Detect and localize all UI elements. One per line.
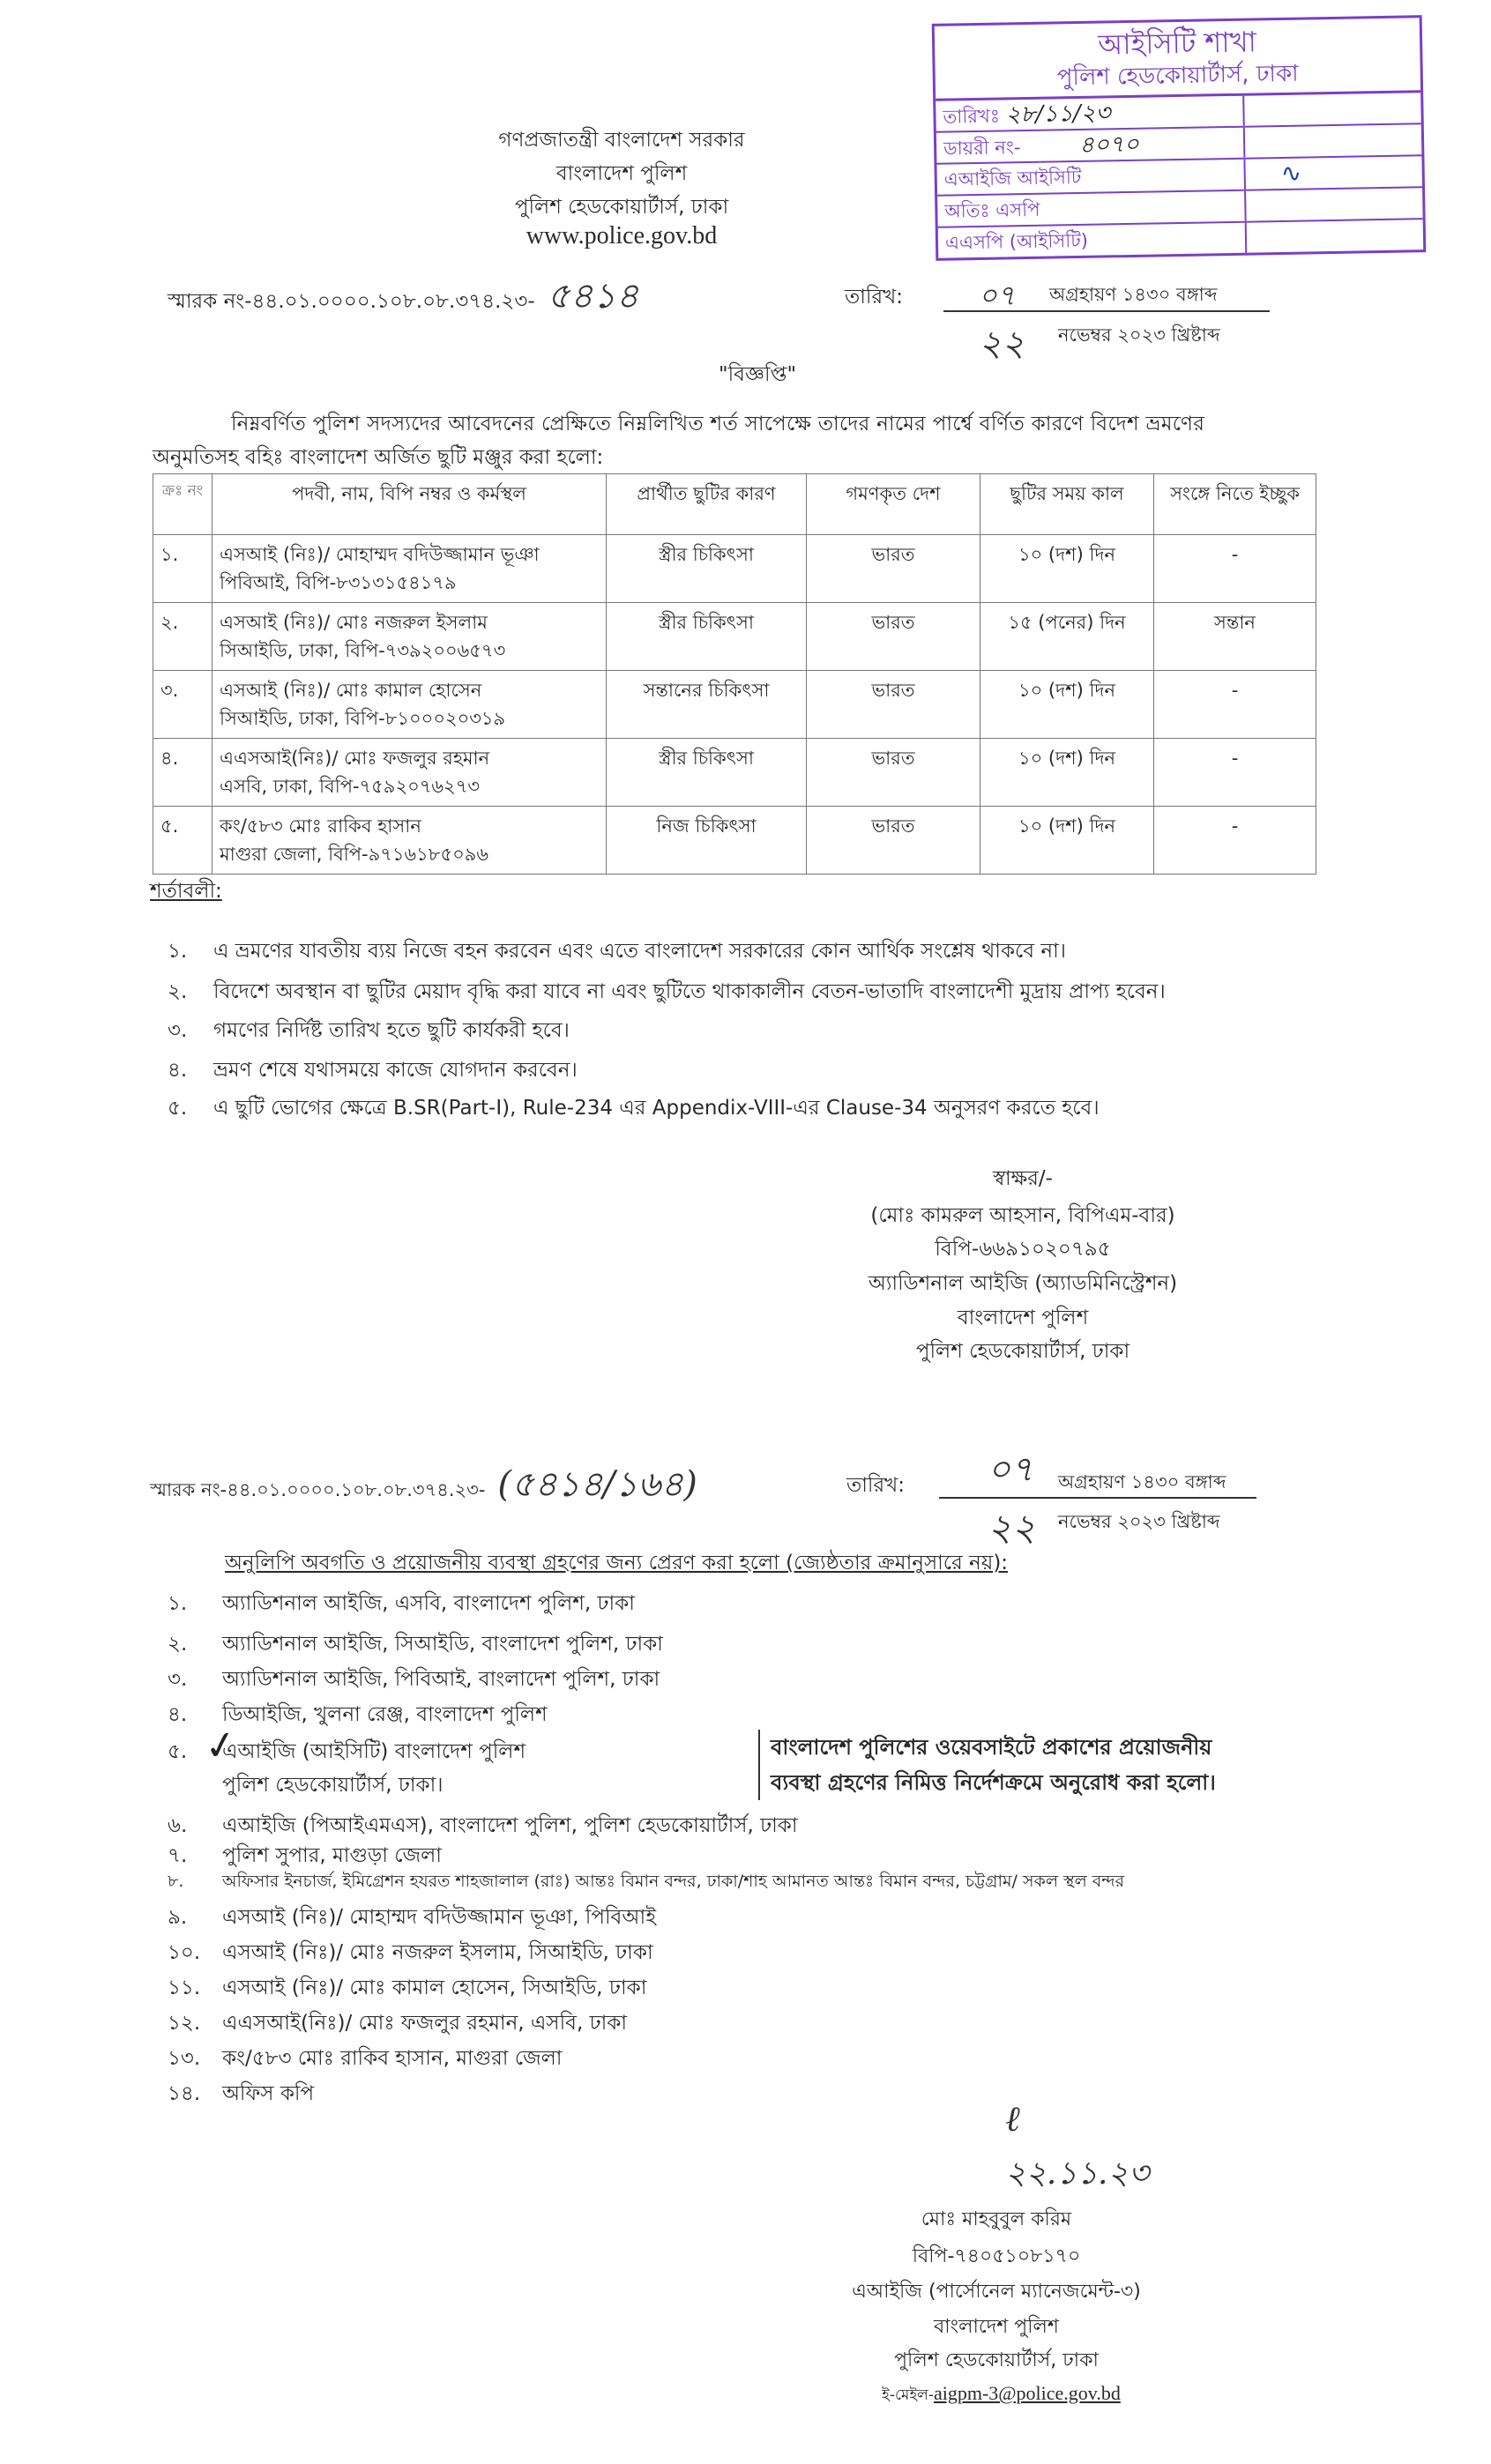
- checkmark-icon: ✓: [200, 1721, 242, 1771]
- member-workplace-bp: সিআইডি, ঢাকা, বিপি-৭৩৯২০০৬৫৭৩: [220, 640, 506, 661]
- note-line: বাংলাদেশ পুলিশের ওয়েবসাইটে প্রকাশের প্রয়োজনীয়: [771, 1735, 1212, 1760]
- member-name: এসআই (নিঃ)/ মোহাম্মদ বদিউজ্জামান ভূঞা: [220, 544, 540, 565]
- stamp-label: এআইজি আইসিটি: [943, 160, 1246, 195]
- signature-date: ২২.১১.২৩: [1005, 2155, 1150, 2192]
- condition-number: ৪.: [168, 1059, 188, 1082]
- member-workplace-bp: পিবিআই, বিপি-৮৩১৩১৫৪১৭৯: [220, 572, 457, 593]
- leave-reason: স্ত্রীর চিকিৎসা: [607, 739, 807, 807]
- row-number: ৪.: [153, 739, 212, 807]
- copy-item-text: ডিআইজি, খুলনা রেঞ্জ, বাংলাদেশ পুলিশ: [222, 1703, 548, 1726]
- org-name: বাংলাদেশ পুলিশ: [555, 162, 688, 185]
- email-line: [882, 2382, 1121, 2408]
- member-cell: [212, 535, 607, 603]
- member-cell: [212, 603, 607, 671]
- leave-duration: ১৫ (পনের) দিন: [980, 603, 1154, 671]
- conditions-title: শর্তাবলী:: [150, 880, 222, 903]
- date-bn: অগ্রহায়ণ ১৪৩০ বঙ্গাব্দ: [1058, 1471, 1226, 1493]
- copy-item-number: ১২.: [168, 2012, 201, 2035]
- date-bn: অগ্রহায়ণ ১৪৩০ বঙ্গাব্দ: [1049, 284, 1218, 305]
- member-cell: [212, 739, 607, 807]
- office-name: পুলিশ হেডকোয়ার্টার্স, ঢাকা: [514, 196, 729, 219]
- copy-item-text: এসআই (নিঃ)/ মোঃ নজরুল ইসলাম, সিআইডি, ঢাকা: [222, 1941, 653, 1964]
- signature-name: (মোঃ কামরুল আহসান, বিপিএম-বার): [870, 1204, 1175, 1227]
- leave-table: [153, 473, 1316, 875]
- member-workplace-bp: এসবি, ঢাকা, বিপি-৭৫৯২০৭৬২৭৩: [220, 776, 481, 797]
- member-cell: [212, 671, 607, 739]
- member-name: এসআই (নিঃ)/ মোঃ নজরুল ইসলাম: [220, 612, 488, 633]
- copy-item-number: ১৪.: [168, 2082, 201, 2105]
- table-row: [153, 739, 1316, 807]
- copy-item-text: অফিসার ইনচার্জ, ইমিগ্রেশন হযরত শাহজালাল (রাঃ) আন্তঃ বিমান বন্দর, ঢাকা/শাহ আমানত আন্তঃ বিমান বন্দর, চট্টগ্রাম/ সকল স্থল বন্দর: [222, 1872, 1125, 1891]
- leave-duration: ১০ (দশ) দিন: [980, 671, 1154, 739]
- date-bn-day: ০৭: [979, 279, 1016, 312]
- destination-country: ভারত: [807, 807, 980, 875]
- stamp-subtitle: পুলিশ হেডকোয়ার্টার্স, ঢাকা: [936, 56, 1421, 101]
- row-number: ৫.: [153, 807, 212, 875]
- email-label: ই-মেইল-: [882, 2386, 934, 2404]
- copy-item-text: অ্যাডিশনাল আইজি, সিআইডি, বাংলাদেশ পুলিশ, ঢাকা: [222, 1633, 663, 1656]
- copy-item-number: ১৩.: [168, 2047, 201, 2070]
- copy-item-number: ১১.: [168, 1976, 201, 1999]
- date-en-day: ২২: [979, 324, 1025, 364]
- copy-item-text: পুলিশ সুপার, মাগুড়া জেলা: [222, 1844, 442, 1867]
- copy-item-number: ৯.: [168, 1906, 188, 1929]
- memo-line: [150, 1456, 697, 1515]
- intro-text-cont: অনুমতিসহ বহিঃ বাংলাদেশ অর্জিত ছুটি মঞ্জুর করা হলো:: [153, 446, 604, 469]
- date-en: নভেম্বর ২০২৩ খ্রিষ্টাব্দ: [1058, 324, 1220, 346]
- signature-designation: এআইজি (পার্সোনেল ম্যানেজমেন্ট-৩): [852, 2281, 1141, 2303]
- copy-item-text: অফিস কপি: [222, 2082, 315, 2105]
- initials-mark: ∿: [1280, 158, 1302, 188]
- leave-reason: সন্তানের চিকিৎসা: [607, 671, 807, 739]
- website-publish-note: [758, 1730, 1216, 1800]
- date-label: তারিখ:: [846, 1474, 906, 1497]
- copy-item-number: ৫.: [168, 1740, 188, 1763]
- copy-item-text: এএসআই(নিঃ)/ মোঃ ফজলুর রহমান, এসবি, ঢাকা: [222, 2012, 628, 2035]
- signature-bp: বিপি-৬৬৯১০২০৭৯৫: [935, 1238, 1111, 1261]
- copy-item-number: ২.: [168, 1633, 188, 1656]
- copy-item-number: ৮.: [168, 1872, 184, 1891]
- signature-office: পুলিশ হেডকোয়ার্টার্স, ঢাকা: [894, 2349, 1099, 2371]
- stamp-label: ডায়রী নং-: [943, 137, 1021, 160]
- date-bn-day: ০৭: [988, 1449, 1034, 1490]
- member-workplace-bp: মাগুরা জেলা, বিপি-৯৭১৬১৮৫০৯৬: [220, 844, 489, 865]
- leave-duration: ১০ (দশ) দিন: [980, 535, 1154, 603]
- signature-bp: বিপি-৭৪০৫১০৮১৭০: [912, 2245, 1081, 2267]
- signature-designation: অ্যাডিশনাল আইজি (অ্যাডমিনিস্ট্রেশন): [868, 1272, 1178, 1295]
- col-header: সংঙ্গে নিতে ইচ্ছুক: [1154, 474, 1316, 535]
- table-row: [153, 603, 1316, 671]
- condition-text: এ ছুটি ভোগের ক্ষেত্রে B.SR(Part-I), Rule-234 এর Appendix-VIII-এর Clause-34 অনুসরণ করতে হবে।: [213, 1097, 1100, 1120]
- row-number: ২.: [153, 603, 212, 671]
- stamp-title: আইসিটি শাখা: [1098, 25, 1257, 62]
- row-number: ৩.: [153, 671, 212, 739]
- date-en: নভেম্বর ২০২৩ খ্রিষ্টাব্দ: [1058, 1511, 1220, 1532]
- copy-item-text: অ্যাডিশনাল আইজি, এসবি, বাংলাদেশ পুলিশ, ঢাকা: [222, 1592, 635, 1615]
- condition-text: গমণের নির্দিষ্ট তারিখ হতে ছুটি কার্যকরী হবে।: [213, 1019, 570, 1042]
- copy-item-text: এআইজি (পিআইএমএস), বাংলাদেশ পুলিশ, পুলিশ হেডকোয়ার্টার্স, ঢাকা: [222, 1814, 798, 1837]
- copy-item-number: ৪.: [168, 1703, 188, 1726]
- memo-line: [168, 268, 638, 327]
- leave-reason: স্ত্রীর চিকিৎসা: [607, 603, 807, 671]
- stamp-value: ২৮/১১/২৩: [1005, 100, 1111, 129]
- copy-item-text: অ্যাডিশনাল আইজি, পিবিআই, বাংলাদেশ পুলিশ, ঢাকা: [222, 1668, 660, 1691]
- signature-org: বাংলাদেশ পুলিশ: [934, 2316, 1059, 2338]
- govt-name: গণপ্রজাতন্ত্রী বাংলাদেশ সরকার: [498, 129, 745, 152]
- initials-mark: ℓ: [1005, 2099, 1020, 2140]
- memo-number: স্মারক নং-৪৪.০১.০০০০.১০৮.০৮.৩৭৪.২৩-: [150, 1479, 486, 1500]
- copy-item-text: এসআই (নিঃ)/ মোঃ কামাল হোসেন, সিআইডি, ঢাকা: [222, 1976, 647, 1999]
- condition-text: বিদেশে অবস্থান বা ছুটির মেয়াদ বৃদ্ধি করা যাবে না এবং ছুটিতে থাকাকালীন বেতন-ভাতাদি বাংলাদেশী মুদ্রায় প্রাপ্য হবেন।: [213, 980, 1166, 1003]
- accompanying-person: সন্তান: [1154, 603, 1316, 671]
- date-en-day: ২২: [988, 1506, 1036, 1549]
- member-workplace-bp: সিআইডি, ঢাকা, বিপি-৮১০০০২০৩১৯: [220, 708, 506, 729]
- leave-duration: ১০ (দশ) দিন: [980, 739, 1154, 807]
- signature-signed: স্বাক্ষর/-: [992, 1167, 1053, 1190]
- date-divider: [939, 1497, 1256, 1499]
- signature-name: মোঃ মাহবুবুল করিম: [921, 2208, 1072, 2230]
- col-header: ক্রঃ নং: [153, 474, 212, 535]
- accompanying-person: -: [1154, 535, 1316, 603]
- signature-org: বাংলাদেশ পুলিশ: [957, 1306, 1089, 1329]
- destination-country: ভারত: [807, 535, 980, 603]
- col-header: গমণকৃত দেশ: [807, 474, 980, 535]
- notice-title: "বিজ্ঞপ্তি": [719, 363, 797, 386]
- intro-text: নিম্নবর্ণিত পুলিশ সদস্যদের আবেদনের প্রেক্ষিতে নিম্নলিখিত শর্ত সাপেক্ষে তাদের নামের পার্শ্বে বর্ণিত কারণে বিদেশ ভ্রমণের: [231, 413, 1205, 435]
- stamp-label: অতিঃ এসপি: [944, 191, 1247, 227]
- website-link[interactable]: www.police.gov.bd: [526, 222, 718, 249]
- copy-item-number: ৩.: [168, 1668, 188, 1691]
- table-header-row: [153, 474, 1316, 535]
- condition-number: ৫.: [168, 1097, 188, 1120]
- copy-item-number: ১.: [168, 1592, 188, 1615]
- condition-text: ভ্রমণ শেষে যথাসময়ে কাজে যোগদান করবেন।: [213, 1059, 578, 1082]
- memo-handwritten-number: ৫৪১৪: [547, 276, 639, 316]
- copy-item-text: কং/৫৮৩ মোঃ রাকিব হাসান, মাগুরা জেলা: [222, 2047, 563, 2070]
- table-row: [153, 807, 1316, 875]
- row-number: ১.: [153, 535, 212, 603]
- memo-handwritten-number: (৫৪১৪/১৬৪): [497, 1464, 697, 1505]
- date-label: তারিখ:: [845, 286, 904, 309]
- email-link[interactable]: aigpm-3@police.gov.bd: [933, 2382, 1121, 2404]
- member-name: কং/৫৮৩ মোঃ রাকিব হাসান: [220, 815, 421, 837]
- stamp-label: এএসপি (আইসিটি): [945, 223, 1248, 258]
- copy-item-number: ৭.: [168, 1844, 188, 1867]
- condition-text: এ ভ্রমণের যাবতীয় ব্যয় নিজে বহন করবেন এবং এতে বাংলাদেশ সরকারের কোন আর্থিক সংশ্লেষ থাকবে না।: [213, 940, 1067, 963]
- member-cell: [212, 807, 607, 875]
- col-header: প্রার্থীত ছুটির কারণ: [607, 474, 807, 535]
- member-name: এসআই (নিঃ)/ মোঃ কামাল হোসেন: [220, 680, 482, 701]
- destination-country: ভারত: [807, 671, 980, 739]
- col-header: পদবী, নাম, বিপি নম্বর ও কর্মস্থল: [212, 474, 607, 535]
- leave-duration: ১০ (দশ) দিন: [980, 807, 1154, 875]
- col-header: ছুটির সময় কাল: [980, 474, 1154, 535]
- copy-item-text: এআইজি (আইসিটি) বাংলাদেশ পুলিশ: [222, 1740, 526, 1763]
- memo-number: স্মারক নং-৪৪.০১.০০০০.১০৮.০৮.৩৭৪.২৩-: [168, 290, 535, 313]
- accompanying-person: -: [1154, 739, 1316, 807]
- signature-office: পুলিশ হেডকোয়ার্টার্স, ঢাকা: [915, 1340, 1130, 1363]
- copy-item-text: এসআই (নিঃ)/ মোহাম্মদ বদিউজ্জামান ভূঞা, পিবিআই: [222, 1906, 657, 1929]
- accompanying-person: -: [1154, 807, 1316, 875]
- member-name: এএসআই(নিঃ)/ মোঃ ফজলুর রহমান: [220, 748, 490, 769]
- destination-country: ভারত: [807, 603, 980, 671]
- condition-number: ২.: [168, 980, 188, 1003]
- condition-number: ৩.: [168, 1019, 188, 1042]
- stamp-label: তারিখঃ: [943, 105, 1001, 128]
- copy-title: অনুলিপি অবগতি ও প্রয়োজনীয় ব্যবস্থা গ্রহণের জন্য প্রেরণ করা হলো (জ্যেষ্ঠতার ক্রমানুসারে নয়):: [225, 1552, 1009, 1574]
- date-divider: [943, 310, 1270, 312]
- note-line: ব্যবস্থা গ্রহণের নিমিত্ত নির্দেশক্রমে অনুরোধ করা হলো।: [771, 1770, 1216, 1795]
- copy-item-number: ১০.: [168, 1941, 201, 1964]
- copy-item-text: পুলিশ হেডকোয়ার্টার্স, ঢাকা।: [222, 1774, 444, 1797]
- stamp-value: ৪০৭০: [1078, 130, 1139, 159]
- accompanying-person: -: [1154, 671, 1316, 739]
- received-stamp: [932, 15, 1427, 261]
- table-row: [153, 671, 1316, 739]
- copy-item-number: ৬.: [168, 1814, 188, 1837]
- destination-country: ভারত: [807, 739, 980, 807]
- leave-reason: স্ত্রীর চিকিৎসা: [607, 535, 807, 603]
- leave-reason: নিজ চিকিৎসা: [607, 807, 807, 875]
- condition-number: ১.: [168, 940, 188, 963]
- table-row: [153, 535, 1316, 603]
